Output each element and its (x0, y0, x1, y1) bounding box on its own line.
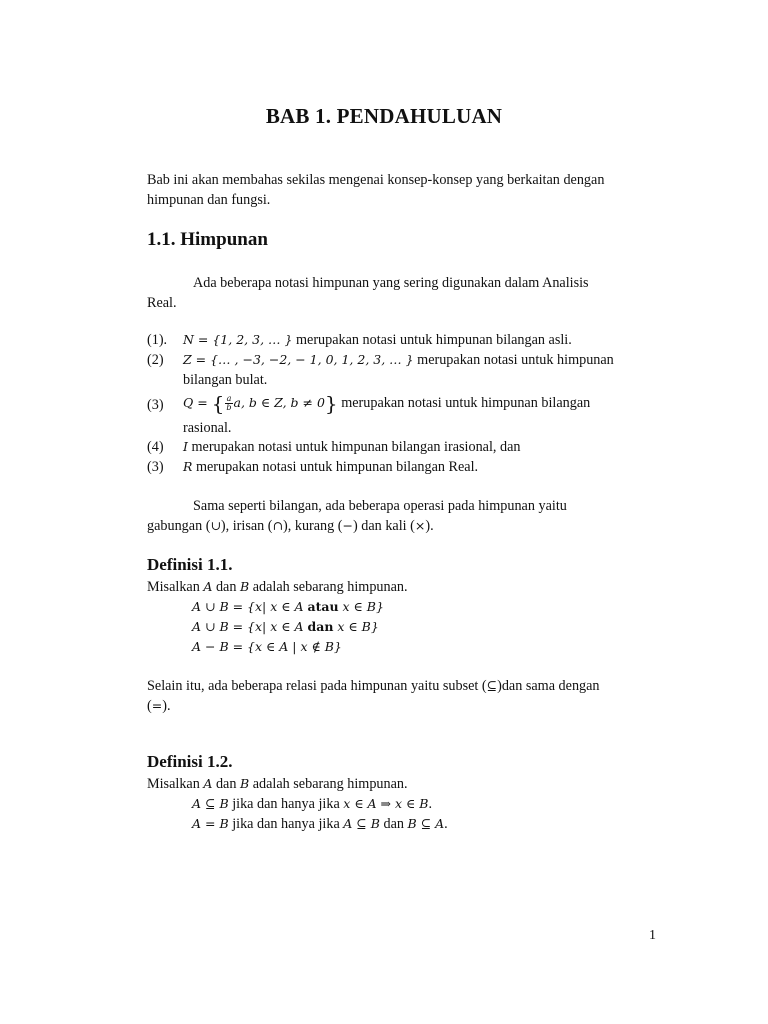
intersection-symbol: ∩ (272, 518, 284, 533)
intro-line-2: himpunan dan fungsi. (147, 192, 271, 208)
equality-definition: A = B jika dan hanya jika A ⊆ B dan B ⊆ A. (192, 816, 448, 832)
list-number: (4) (147, 439, 164, 455)
list-text: merupakan notasi untuk himpunan (413, 352, 614, 368)
formula-union: A ∪ B = {x| x ∈ A atau x ∈ B} (192, 599, 384, 614)
list-continuation: bilangan bulat. (183, 372, 268, 388)
section-heading-himpunan: 1.1. Himpunan (147, 229, 268, 250)
union-symbol: ∪ (210, 518, 221, 533)
math-integers: Z = {… , −3, −2, − 1, 0, 1, 2, 3, … } (183, 352, 414, 367)
list-continuation: rasional. (183, 420, 232, 436)
equals-symbol: = (151, 698, 163, 713)
times-symbol: × (414, 518, 426, 533)
formula-intersection: A ∪ B = {x| x ∈ A dan x ∈ B} (192, 619, 379, 634)
list-number: (3) (147, 397, 164, 413)
relations-line-2: (=). (147, 698, 171, 714)
subset-definition: A ⊆ B jika dan hanya jika x ∈ A ⇒ x ∈ B. (192, 796, 432, 812)
list-text: merupakan notasi untuk himpunan bilangan asli. (292, 332, 572, 348)
math-rationals-condition: a, b ∈ Z, b ≠ 0 (233, 395, 325, 410)
math-reals: R (183, 459, 193, 474)
relations-line-1: Selain itu, ada beberapa relasi pada himpunan yaitu subset (⊆)dan sama dengan (147, 678, 600, 694)
math-natural-numbers: N = {1, 2, 3, … } (183, 332, 293, 347)
list-text: merupakan notasi untuk himpunan bilangan irasional, dan (187, 439, 521, 455)
definition-1-1-lead: Misalkan A dan B adalah sebarang himpunan. (147, 579, 408, 595)
definition-1-2-heading: Definisi 1.2. (147, 752, 233, 771)
list-text: merupakan notasi untuk himpunan bilangan (337, 395, 591, 411)
operations-paragraph (147, 496, 647, 536)
intro-line-1: Bab ini akan membahas sekilas mengenai konsep-konsep yang berkaitan dengan (147, 172, 605, 188)
definition-1-1-heading: Definisi 1.1. (147, 555, 233, 574)
himpunan-intro-line-2: Real. (147, 295, 177, 311)
list-number: (2) (147, 352, 164, 368)
math-rationals-prefix: Q = (183, 395, 212, 410)
math-irrationals: I (183, 439, 188, 454)
list-text: merupakan notasi untuk himpunan bilangan Real. (192, 459, 479, 475)
formula-difference: A − B = {x ∈ A | x ∉ B} (192, 639, 342, 654)
himpunan-intro-paragraph (147, 273, 647, 313)
document-page: BAB 1. PENDAHULUAN Bab ini akan membahas sekilas mengenai konsep-konsep yang berkaitan dengan himpunan dan fungsi. 1.1. Himpunan Ada beberapa notasi himpunan yang sering digunakan dalam Analisis Real. (1). N = {1, 2, 3, … } merupakan notasi untuk himpunan bilangan asli. (2) Z = {… , −3, −2, − 1, 0, 1, 2, 3, … } merupakan notasi untuk himpunan bilangan bulat. (3) Q = { $\frac{a}{b}$ a, b ∈ Z, b ≠ 0} merupakan notasi untuk himpunan bilangan rasional. (4) I merupakan notasi untuk himpunan bilangan irasional, dan (3) R merupakan notasi untuk himpunan bilangan Real. Sama seperti bilangan, ada beberapa operasi pada himpunan yaitu gabungan (∪), irisan (∩), kurang (−) dan kali (×). Definisi 1.1. Misalkan A dan B adalah sebarang himpunan. A ∪ B = {x| x ∈ A atau x ∈ B} A ∪ B = {x| x ∈ A dan x ∈ B} A − B = {x ∈ A | x ∉ B} Selain itu, ada beberapa relasi pada himpunan yaitu subset (⊆)dan sama dengan (=). Definisi 1.2. Misalkan A dan B adalah sebarang himpunan. A ⊆ B jika dan hanya jika x ∈ A ⇒ x ∈ B. A = B jika dan hanya jika A ⊆ B dan B ⊆ A. 1 (0, 0, 768, 1024)
subset-symbol: ⊆ (486, 678, 498, 693)
list-number: (3) (147, 459, 164, 475)
himpunan-intro-line-1: Ada beberapa notasi himpunan yang sering digunakan dalam Analisis (193, 275, 589, 291)
operations-line-2: gabungan (∪), irisan (∩), kurang (−) dan kali (×). (147, 518, 434, 534)
intro-paragraph (147, 170, 647, 210)
minus-symbol: − (342, 518, 354, 533)
operations-line-1: Sama seperti bilangan, ada beberapa operasi pada himpunan yaitu (193, 498, 567, 514)
fraction-a-over-b: $\frac{a}{b}$ (226, 394, 232, 413)
definition-1-2-lead: Misalkan A dan B adalah sebarang himpunan. (147, 776, 408, 792)
page-number: 1 (649, 928, 656, 943)
relations-paragraph (147, 676, 647, 716)
list-number: (1). (147, 332, 168, 348)
chapter-title: BAB 1. PENDAHULUAN (265, 104, 503, 128)
